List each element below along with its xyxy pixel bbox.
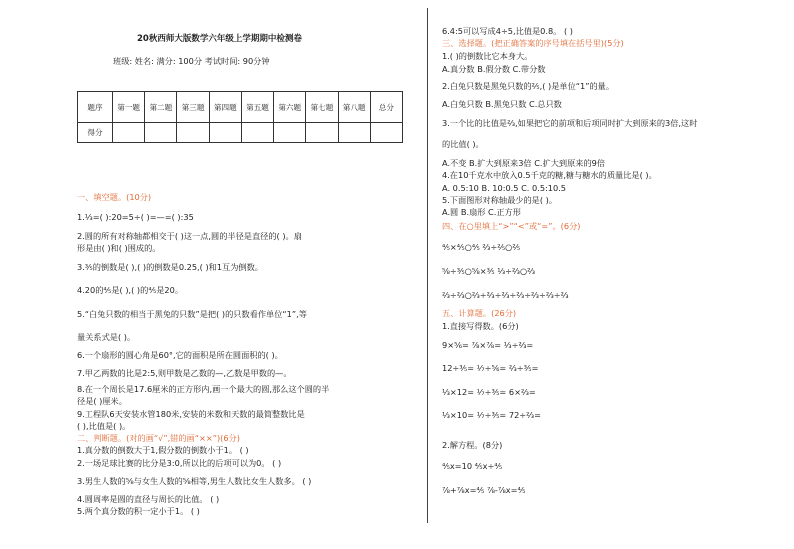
question-line: 1.⅓=( ):20=5÷( )=—=( ):35 bbox=[77, 212, 194, 222]
judge-item: 4.圆周率是圆的直径与周长的比值。 ( ) bbox=[77, 494, 220, 504]
choice-question: 的比值( )。 bbox=[442, 139, 484, 149]
choice-options: A.圆 B.扇形 C.正方形 bbox=[442, 207, 521, 217]
score-cell[interactable] bbox=[306, 123, 338, 143]
column-divider bbox=[427, 8, 428, 523]
question-line: 8.在一个周长是17.6厘米的正方形内,画一个最大的圆,那么这个圆的半 bbox=[77, 384, 330, 394]
score-cell[interactable] bbox=[274, 123, 306, 143]
choice-options: A. 0.5:10 B. 10:0.5 C. 0.5:10.5 bbox=[442, 183, 567, 193]
student-info-line: 班级: 姓名: 满分: 100分 考试时间: 90分钟 bbox=[113, 56, 270, 66]
col-header-cell: 第五题 bbox=[241, 92, 273, 123]
judge-item: 5.两个真分数的积一定小于1。 ( ) bbox=[77, 506, 200, 516]
choice-question: 2.白兔只数是黑兔只数的⅖,( )是单位“1”的量。 bbox=[442, 81, 615, 91]
score-cell[interactable] bbox=[177, 123, 209, 143]
col-header-cell: 第八题 bbox=[338, 92, 370, 123]
score-cell[interactable] bbox=[338, 123, 370, 143]
question-line: 2.圆的所有对称轴都相交于( )这一点,圆的半径是直径的( )。扇 bbox=[77, 231, 302, 241]
section-heading: 五、计算题。(26分) bbox=[442, 308, 517, 318]
question-line: 9.工程队6天安装水管180米,安装的米数和天数的最简整数比是 bbox=[77, 409, 305, 419]
score-cell[interactable] bbox=[209, 123, 241, 143]
score-table bbox=[77, 91, 403, 143]
question-line: 4.20的⅘是( ),( )的⅘是20。 bbox=[77, 285, 184, 295]
compare-row: ⅝÷⅗○⅝×⅗ ⅓÷⅔○⅔ bbox=[442, 266, 536, 276]
col-header-cell: 第四题 bbox=[209, 92, 241, 123]
question-line: 6.一个扇形的圆心角是60°,它的面积是所在圆面积的( )。 bbox=[77, 350, 283, 360]
judge-item: 6.4:5可以写成4÷5,比值是0.8。 ( ) bbox=[442, 26, 573, 36]
question-line: 3.⅗的倒数是( ),( )的倒数是0.25,( )和1互为倒数。 bbox=[77, 262, 263, 272]
exam-title: 20秋西师大版数学六年级上学期期中检测卷 bbox=[137, 34, 302, 44]
calc-row: 9×⅚= ⅞×⅞= ⅓÷⅔= bbox=[442, 340, 534, 350]
question-line: 7.甲乙两数的比是2:5,则甲数是乙数的—,乙数是甲数的—。 bbox=[77, 368, 292, 378]
score-cell[interactable] bbox=[113, 123, 145, 143]
choice-options: A.不变 B.扩大到原来3倍 C.扩大到原来的9倍 bbox=[442, 158, 606, 168]
choice-question: 3.一个比的比值是⅔,如果把它的前项和后项同时扩大到原来的3倍,这时 bbox=[442, 118, 698, 128]
compare-row: ⅘×⅘○⅘ ⅔÷⅖○⅖ bbox=[442, 242, 521, 252]
section-heading: 三、选择题。(把正确答案的序号填在括号里)(5分) bbox=[442, 38, 624, 48]
score-cell[interactable] bbox=[145, 123, 177, 143]
col-header-cell: 第六题 bbox=[274, 92, 306, 123]
question-line: 形是由( )和( )围成的。 bbox=[77, 243, 161, 253]
col-header-cell: 总分 bbox=[370, 92, 402, 123]
choice-options: A.真分数 B.假分数 C.带分数 bbox=[442, 64, 546, 74]
section-heading: 四、在○里填上“>”“<”或“=”。(6分) bbox=[442, 221, 581, 231]
col-header-cell: 第七题 bbox=[306, 92, 338, 123]
col-header-cell: 第三题 bbox=[177, 92, 209, 123]
equation-row: ⅘x=10 ⅘x÷⅘ bbox=[442, 461, 503, 471]
equation-row: ⅞+⅞x=⅘ ⅞-⅞x=⅘ bbox=[442, 485, 526, 495]
score-label-cell: 得分 bbox=[78, 123, 113, 143]
judge-item: 1.真分数的倒数大于1,假分数的倒数小于1。 ( ) bbox=[77, 445, 249, 455]
score-cell[interactable] bbox=[241, 123, 273, 143]
col-header-cell: 第二题 bbox=[145, 92, 177, 123]
row-header-cell: 题序 bbox=[78, 92, 113, 123]
choice-options: A.白兔只数 B.黑兔只数 C.总只数 bbox=[442, 99, 562, 109]
question-line: 径是( )厘米。 bbox=[77, 396, 127, 406]
question-line: 量关系式是( )。 bbox=[77, 332, 136, 342]
question-line: ( ),比值是( )。 bbox=[77, 421, 131, 431]
choice-question: 1.( )的倒数比它本身大。 bbox=[442, 51, 533, 61]
choice-question: 4.在10千克水中放入0.5千克的糖,糖与糖水的质量比是( )。 bbox=[442, 170, 657, 180]
judge-item: 3.男生人数的⅝与女生人数的⅝相等,男生人数比女生人数多。 ( ) bbox=[77, 476, 312, 486]
section-heading: 一、填空题。(10分) bbox=[77, 192, 152, 202]
calc-row: ⅓×10= ⅐÷⅗= 72÷⅔= bbox=[442, 410, 541, 420]
choice-question: 5.下面图形对称轴最少的是( )。 bbox=[442, 195, 558, 205]
section-heading: 二、判断题。(对的画“√”,错的画“××”)(6分) bbox=[77, 433, 240, 443]
col-header-cell: 第一题 bbox=[113, 92, 145, 123]
subsection-title: 1.直接写得数。(6分) bbox=[442, 321, 519, 331]
calc-row: ⅓×12= ⅐÷⅗= 6×⅔= bbox=[442, 387, 536, 397]
judge-item: 2.一场足球比赛的比分是3:0,所以比的后项可以为0。 ( ) bbox=[77, 458, 282, 468]
question-line: 5.“白兔只数的相当于黑兔的只数”是把( )的只数看作单位“1”,等 bbox=[77, 309, 307, 319]
score-cell[interactable] bbox=[370, 123, 402, 143]
calc-row: 12÷⅗= ⅐÷⅚= ⅔÷⅗= bbox=[442, 363, 539, 373]
compare-row: ⅔÷⅔○⅔÷⅔÷⅔÷⅔÷⅔÷⅔÷⅔ bbox=[442, 290, 569, 300]
subsection-title: 2.解方程。(8分) bbox=[442, 440, 503, 450]
